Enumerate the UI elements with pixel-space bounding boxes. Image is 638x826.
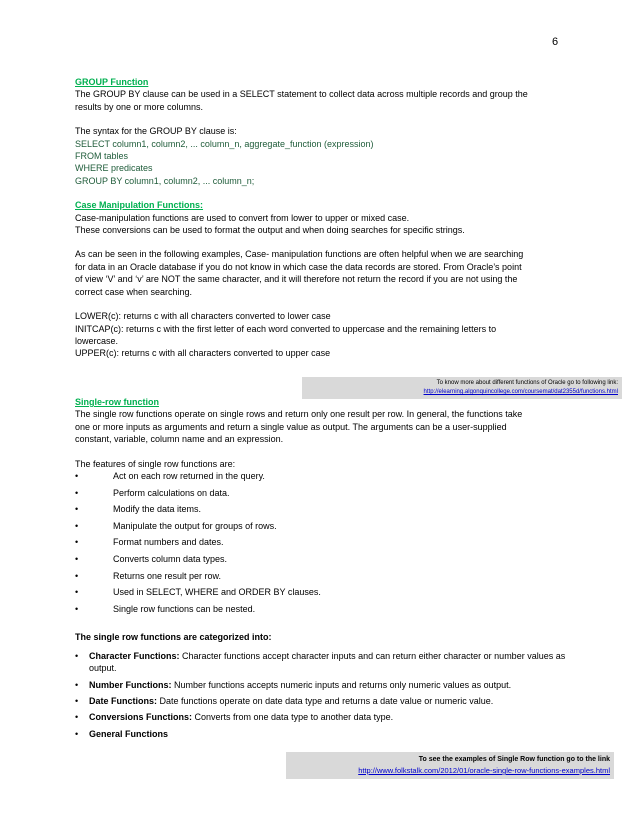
list-item: • Returns one result per row.	[75, 570, 222, 581]
group-function-heading: GROUP Function	[75, 77, 149, 87]
list-item: • Manipulate the output for groups of rows.	[75, 520, 277, 531]
examples-link[interactable]: http://www.folkstalk.com/2012/01/oracle-single-row-functions-examples.html	[358, 766, 610, 775]
list-item: • Converts column data types.	[75, 554, 228, 564]
syntax-intro: The syntax for the GROUP BY clause is:	[75, 126, 237, 137]
group-by-text: The GROUP BY clause can be used in a SELECT statement to collect data across multiple records and group the	[75, 89, 528, 100]
list-item: • Number Functions: Number functions accepts numeric inputs and returns only numeric values as output.	[75, 679, 512, 690]
list-item: • Act on each row returned in the query.	[75, 471, 265, 482]
case-text: for data in an Oracle database if you do not know in which case the data records are stored. From Oracle’s point	[75, 261, 522, 272]
list-item: • Date Functions: Date functions operate on date data type and returns a date value or numeric value.	[75, 696, 494, 706]
function-def: lowercase.	[75, 335, 119, 346]
categories-intro: The single row functions are categorized into:	[75, 632, 272, 643]
categories-list	[75, 650, 575, 740]
list-item: • Format numbers and dates.	[75, 537, 224, 548]
case-text: of view ‘V’ and ‘v’ are NOT the same character, and it will therefore not return the record if you are not using the	[75, 274, 518, 285]
list-item: • Single row functions can be nested.	[75, 603, 256, 614]
single-row-heading: Single-row function	[75, 397, 159, 407]
case-text: Case-manipulation functions are used to convert from lower to upper or mixed case.	[75, 212, 410, 223]
syntax-line: GROUP BY column1, column2, ... column_n;	[75, 175, 255, 186]
list-item: • General Functions	[75, 728, 169, 739]
single-row-text: The single row functions operate on single rows and return only one result per row. In general, the functions take	[75, 409, 523, 420]
case-text: These conversions can be used to format the output and when doing searches for specific strings.	[75, 225, 465, 236]
group-by-text: results by one or more columns.	[75, 101, 204, 112]
syntax-line: WHERE predicates	[75, 163, 153, 174]
features-intro: The features of single row functions are:	[75, 458, 236, 469]
function-def: LOWER(c): returns c with all characters converted to lower case	[75, 311, 331, 322]
case-text: As can be seen in the following examples, Case- manipulation functions are often helpful when we are searching	[75, 249, 524, 260]
case-text: correct case when searching.	[75, 286, 193, 297]
examples-note-box	[286, 752, 614, 779]
case-manipulation-heading: Case Manipulation Functions:	[75, 200, 204, 211]
syntax-line: SELECT column1, column2, ... column_n, aggregate_function (expression)	[75, 138, 374, 149]
functions-link[interactable]: http://elearning.algonquincollege.com/coursemat/dat2355d/functions.html	[423, 389, 618, 395]
single-row-text: one or more inputs as arguments and return a single value as output. The arguments can be a user-supplied	[75, 421, 507, 432]
list-item: • Character Functions: Character functions accept character inputs and can return either character or number values as output.	[75, 650, 566, 674]
document-body	[75, 76, 575, 360]
single-row-section	[75, 396, 575, 744]
note-text: To see the examples of Single Row function go to the link	[418, 756, 610, 763]
single-row-text: constant, variable, column name and an expression.	[75, 434, 284, 445]
page-number: 6	[552, 36, 559, 48]
list-item: • Perform calculations on data.	[75, 487, 230, 498]
list-item: • Modify the data items.	[75, 504, 202, 515]
function-def: UPPER(c): returns c with all characters converted to upper case	[75, 348, 331, 359]
features-list	[75, 470, 575, 619]
list-item: • Used in SELECT, WHERE and ORDER BY clauses.	[75, 587, 321, 598]
function-def: INITCAP(c): returns c with the first letter of each word converted to uppercase and the remaining letters to	[75, 323, 497, 334]
note-text: To know more about different functions of Oracle go to following link:	[436, 380, 618, 386]
list-item: • Conversions Functions: Converts from one data type to another data type.	[75, 712, 394, 723]
syntax-line: FROM tables	[75, 151, 129, 162]
